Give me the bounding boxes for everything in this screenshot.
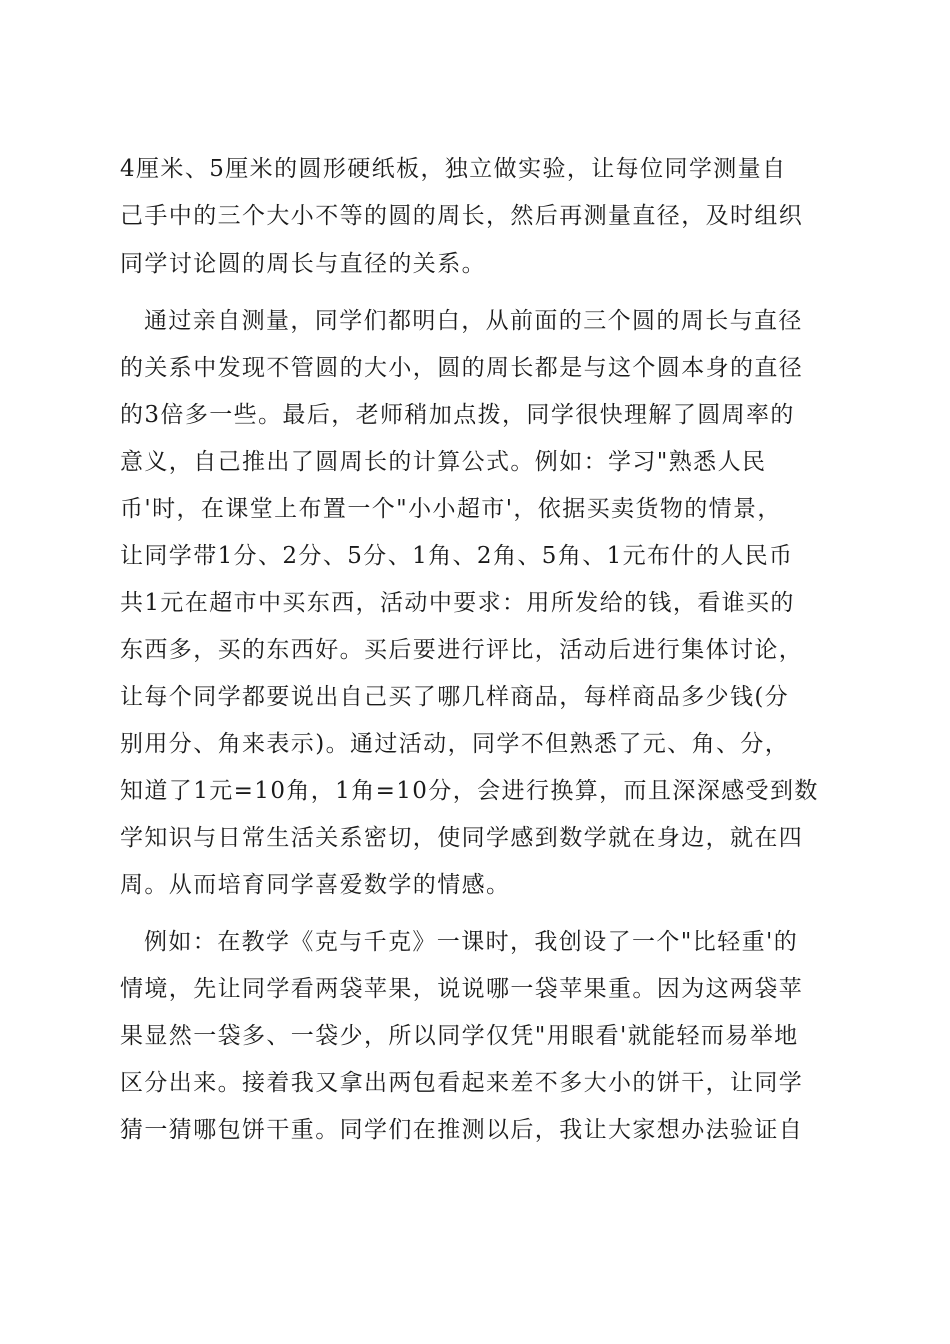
text-line: 例如：在教学《克与千克》一课时，我创设了一个"比轻重'的 <box>144 929 799 955</box>
text-line: 让同学带1分、2分、5分、1角、2角、5角、1元布什的人民币 <box>120 543 794 569</box>
text-line: 4厘米、5厘米的圆形硬纸板，独立做实验，让每位同学测量自 <box>120 156 787 182</box>
text-line: 区分出来。接着我又拿出两包看起来差不多大小的饼干，让同学 <box>120 1070 804 1096</box>
text-line: 别用分、角来表示)。通过活动，同学不但熟悉了元、角、分， <box>120 731 790 757</box>
text-line: 的3倍多一些。最后，老师稍加点拨，同学很快理解了圆周率的 <box>120 402 795 428</box>
text-line: 通过亲自测量，同学们都明白，从前面的三个圆的周长与直径 <box>144 308 803 334</box>
text-line: 学知识与日常生活关系密切，使同学感到数学就在身边，就在四 <box>120 825 804 851</box>
text-line: 情境，先让同学看两袋苹果，说说哪一袋苹果重。因为这两袋苹 <box>120 976 804 1002</box>
text-line: 的关系中发现不管圆的大小，圆的周长都是与这个圆本身的直径 <box>120 355 804 381</box>
text-line: 共1元在超市中买东西，活动中要求：用所发给的钱，看谁买的 <box>120 590 795 616</box>
text-line: 同学讨论圆的周长与直径的关系。 <box>120 251 486 277</box>
text-line: 东西多，买的东西好。买后要进行评比，活动后进行集体讨论， <box>120 637 804 663</box>
text-line: 猜一猜哪包饼干重。同学们在推测以后，我让大家想办法验证自 <box>120 1117 804 1143</box>
text-line: 果显然一袋多、一袋少，所以同学仅凭"用眼看'就能轻而易举地 <box>120 1023 799 1049</box>
text-line: 知道了1元=10角，1角=10分，会进行换算，而且深深感受到数 <box>120 778 819 804</box>
text-line: 意义，自己推出了圆周长的计算公式。例如：学习"熟悉人民 <box>120 449 767 475</box>
text-line: 币'时，在课堂上布置一个"小小超市'，依据买卖货物的情景， <box>120 496 782 522</box>
text-line: 让每个同学都要说出自己买了哪几样商品，每样商品多少钱(分 <box>120 684 790 710</box>
text-line: 己手中的三个大小不等的圆的周长，然后再测量直径，及时组织 <box>120 203 804 229</box>
text-line: 周。从而培育同学喜爱数学的情感。 <box>120 872 511 898</box>
